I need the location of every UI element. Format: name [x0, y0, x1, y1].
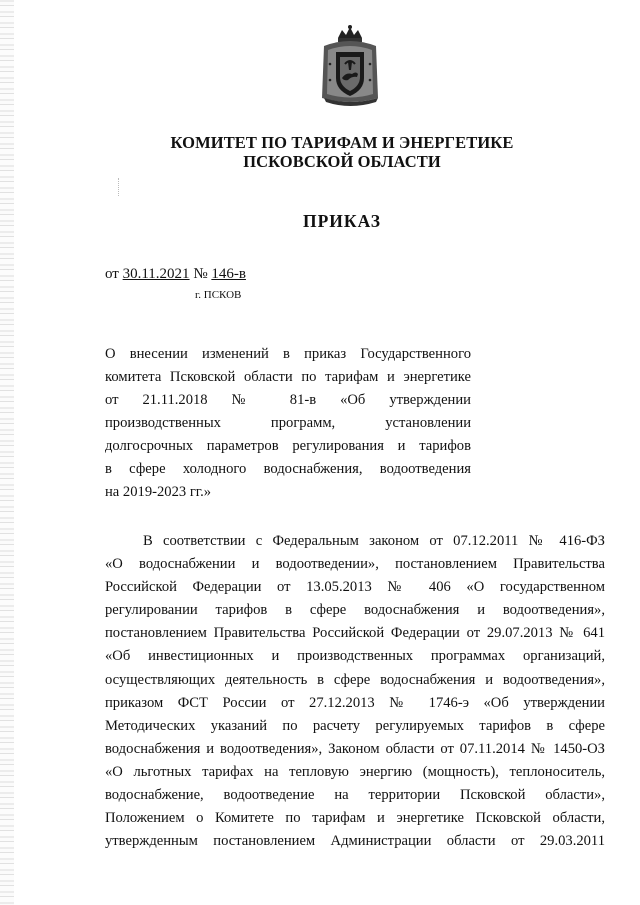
document-body	[105, 530, 605, 853]
body-line: В соответствии с Федеральным законом от 07.12.2011 № 416-ФЗ	[143, 533, 605, 549]
body-line: водоснабжение, водоотведение на территории Псковской области»,	[105, 787, 605, 804]
document-number: 146-в	[211, 266, 246, 282]
coat-of-arms-emblem	[318, 24, 382, 108]
document-dateline	[105, 266, 246, 283]
subject-line: в сфере холодного водоснабжения, водоотведения	[105, 461, 471, 477]
body-line: «О льготных тарифах на тепловую энергию (мощность), теплоноситель,	[105, 763, 605, 780]
subject-line: О внесении изменений в приказ Государственного	[105, 346, 471, 362]
body-line: приказом ФСТ России от 27.12.2013 № 1746-э «Об утверждении	[105, 694, 605, 711]
document-subject	[105, 343, 471, 504]
document-date: 30.11.2021	[122, 266, 190, 282]
body-line: «Об инвестиционных и производственных программах организаций,	[105, 648, 605, 665]
body-line: Методических указаний по расчету регулируемых тарифов в сфере	[105, 717, 605, 734]
body-line: осуществляющих деятельность в сфере водоснабжения и водоотведения»,	[105, 671, 605, 688]
subject-line: от 21.11.2018 № 81-в «Об утверждении	[105, 392, 471, 408]
body-line: Российской Федерации от 13.05.2013 № 406 «О государственном	[105, 579, 605, 596]
subject-line: долгосрочных параметров регулирования и тарифов	[105, 438, 471, 454]
subject-line: на 2019-2023 гг.»	[105, 484, 212, 500]
body-line: постановлением Правительства Российской Федерации от 29.07.2013 № 641	[105, 625, 605, 642]
subject-line: производственных программ, установлении	[105, 415, 471, 431]
body-line: водоснабжения и водоотведения», Законом области от 07.11.2014 № 1450-ОЗ	[105, 740, 605, 757]
document-city: г. ПСКОВ	[195, 289, 242, 301]
number-sign: №	[193, 266, 208, 282]
organization-name-line-2: ПСКОВСКОЙ ОБЛАСТИ	[243, 152, 441, 171]
scan-mark	[118, 178, 120, 196]
document-title: ПРИКАЗ	[302, 211, 382, 231]
body-line: «О водоснабжении и водоотведении», постановлением Правительства	[105, 556, 605, 573]
body-line: регулировании тарифов в сфере водоснабжения и водоотведения»,	[105, 602, 605, 619]
scan-edge	[0, 0, 14, 905]
subject-line: комитета Псковской области по тарифам и энергетике	[105, 369, 471, 385]
body-line: Положением о Комитете по тарифам и энергетике Псковской области,	[105, 810, 605, 827]
body-line: утвержденным постановлением Администрации области от 29.03.2011	[105, 833, 605, 850]
date-prefix: от	[105, 266, 119, 282]
organization-name-line-1: КОМИТЕТ ПО ТАРИФАМ И ЭНЕРГЕТИКЕ	[170, 133, 514, 152]
